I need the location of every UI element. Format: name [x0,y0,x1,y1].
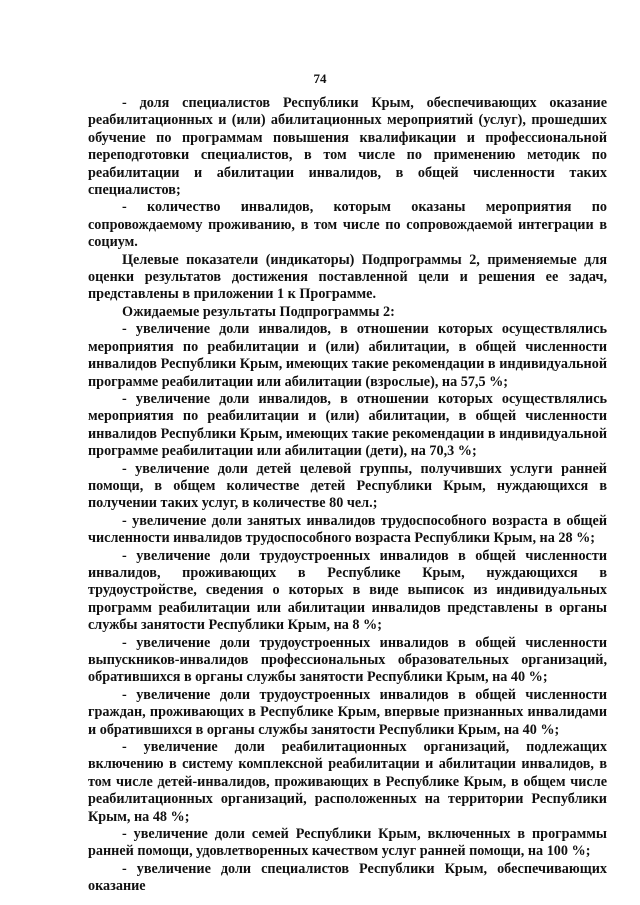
paragraph-expected-results-heading: Ожидаемые результаты Подпрограммы 2: [122,303,395,320]
paragraph-early-help-children: - увеличение доли детей целевой группы, получивших услуги ранней помощи, в общем количестве детей Республики Крым, нуждающихся в получении таких услуг, в количестве 80 чел.; [88,460,607,512]
paragraph-rehab-adults: - увеличение доли инвалидов, в отношении которых осуществлялись мероприятия по реабилитации и (или) абилитации, в общей численности инвалидов Республики Крым, имеющих такие рекомендации в индивидуальной программе реабилитации или абилитации (взрослые), на 57,5 %; [88,321,607,390]
paragraph-specialists-share: - доля специалистов Республики Крым, обеспечивающих оказание реабилитационных и (или) абилитационных мероприятий (услуг), прошедших обучение по программам повышения квалификации и профессиональной переподготовки специалистов, в том числе по применению методик по реабилитации и абилитации инвалидов, в общей численности таких специалистов; [88,95,607,199]
paragraph-families-early-help: - увеличение доли семей Республики Крым, включенных в программы ранней помощи, удовлетворенных качеством услуг ранней помощи, на 100 %; [88,826,607,860]
paragraph-target-indicators: Целевые показатели (индикаторы) Подпрограммы 2, применяемые для оценки результатов достижения поставленной цели и решения ее задач, представлены в приложении 1 к Программе. [88,251,607,303]
paragraph-employed-graduates: - увеличение доли трудоустроенных инвалидов в общей численности выпускников-инвалидов профессиональных образовательных организаций, обратившихся в органы службы занятости Республики Крым, на 40 %; [88,634,607,686]
paragraph-specialists-continued: - увеличение доли специалистов Республики Крым, обеспечивающих оказание [88,860,607,895]
paragraph-employed-first-recognized: - увеличение доли трудоустроенных инвалидов в общей численности граждан, проживающих в Республике Крым, впервые признанных инвалидами и обратившихся в органы службы занятости Республики Крым, на 40 %; [88,686,607,738]
paragraph-employed-in-need: - увеличение доли трудоустроенных инвалидов в общей численности инвалидов, проживающих в Республике Крым, нуждающихся в трудоустройстве, сведения о которых в виде выписок из индивидуальных программ реабилитации или абилитации инвалидов представлены в органы службы занятости Республики Крым, на 8 %; [88,547,607,634]
paragraph-rehab-organizations: - увеличение доли реабилитационных организаций, подлежащих включению в систему комплексной реабилитации и абилитации инвалидов, в том числе детей-инвалидов, проживающих в Республике Крым, в общем числе реабилитационных организаций, расположенных на территории Республики Крым, на 48 %; [88,739,607,825]
body-text [88,95,607,896]
paragraph-rehab-children: - увеличение доли инвалидов, в отношении которых осуществлялись мероприятия по реабилитации и (или) абилитации, в общей численности инвалидов Республики Крым, имеющих такие рекомендации в индивидуальной программе реабилитации или абилитации (дети), на 70,3 %; [88,390,607,460]
paragraph-accompanied-living: - количество инвалидов, которым оказаны мероприятия по сопровождаемому проживанию, в том числе по сопровождаемой интеграции в социум. [88,199,607,251]
page-number: 74 [313,71,327,86]
paragraph-employed-working-age: - увеличение доли занятых инвалидов трудоспособного возраста в общей численности инвалидов трудоспособного возраста Республики Крым, на 28 %; [88,512,607,547]
